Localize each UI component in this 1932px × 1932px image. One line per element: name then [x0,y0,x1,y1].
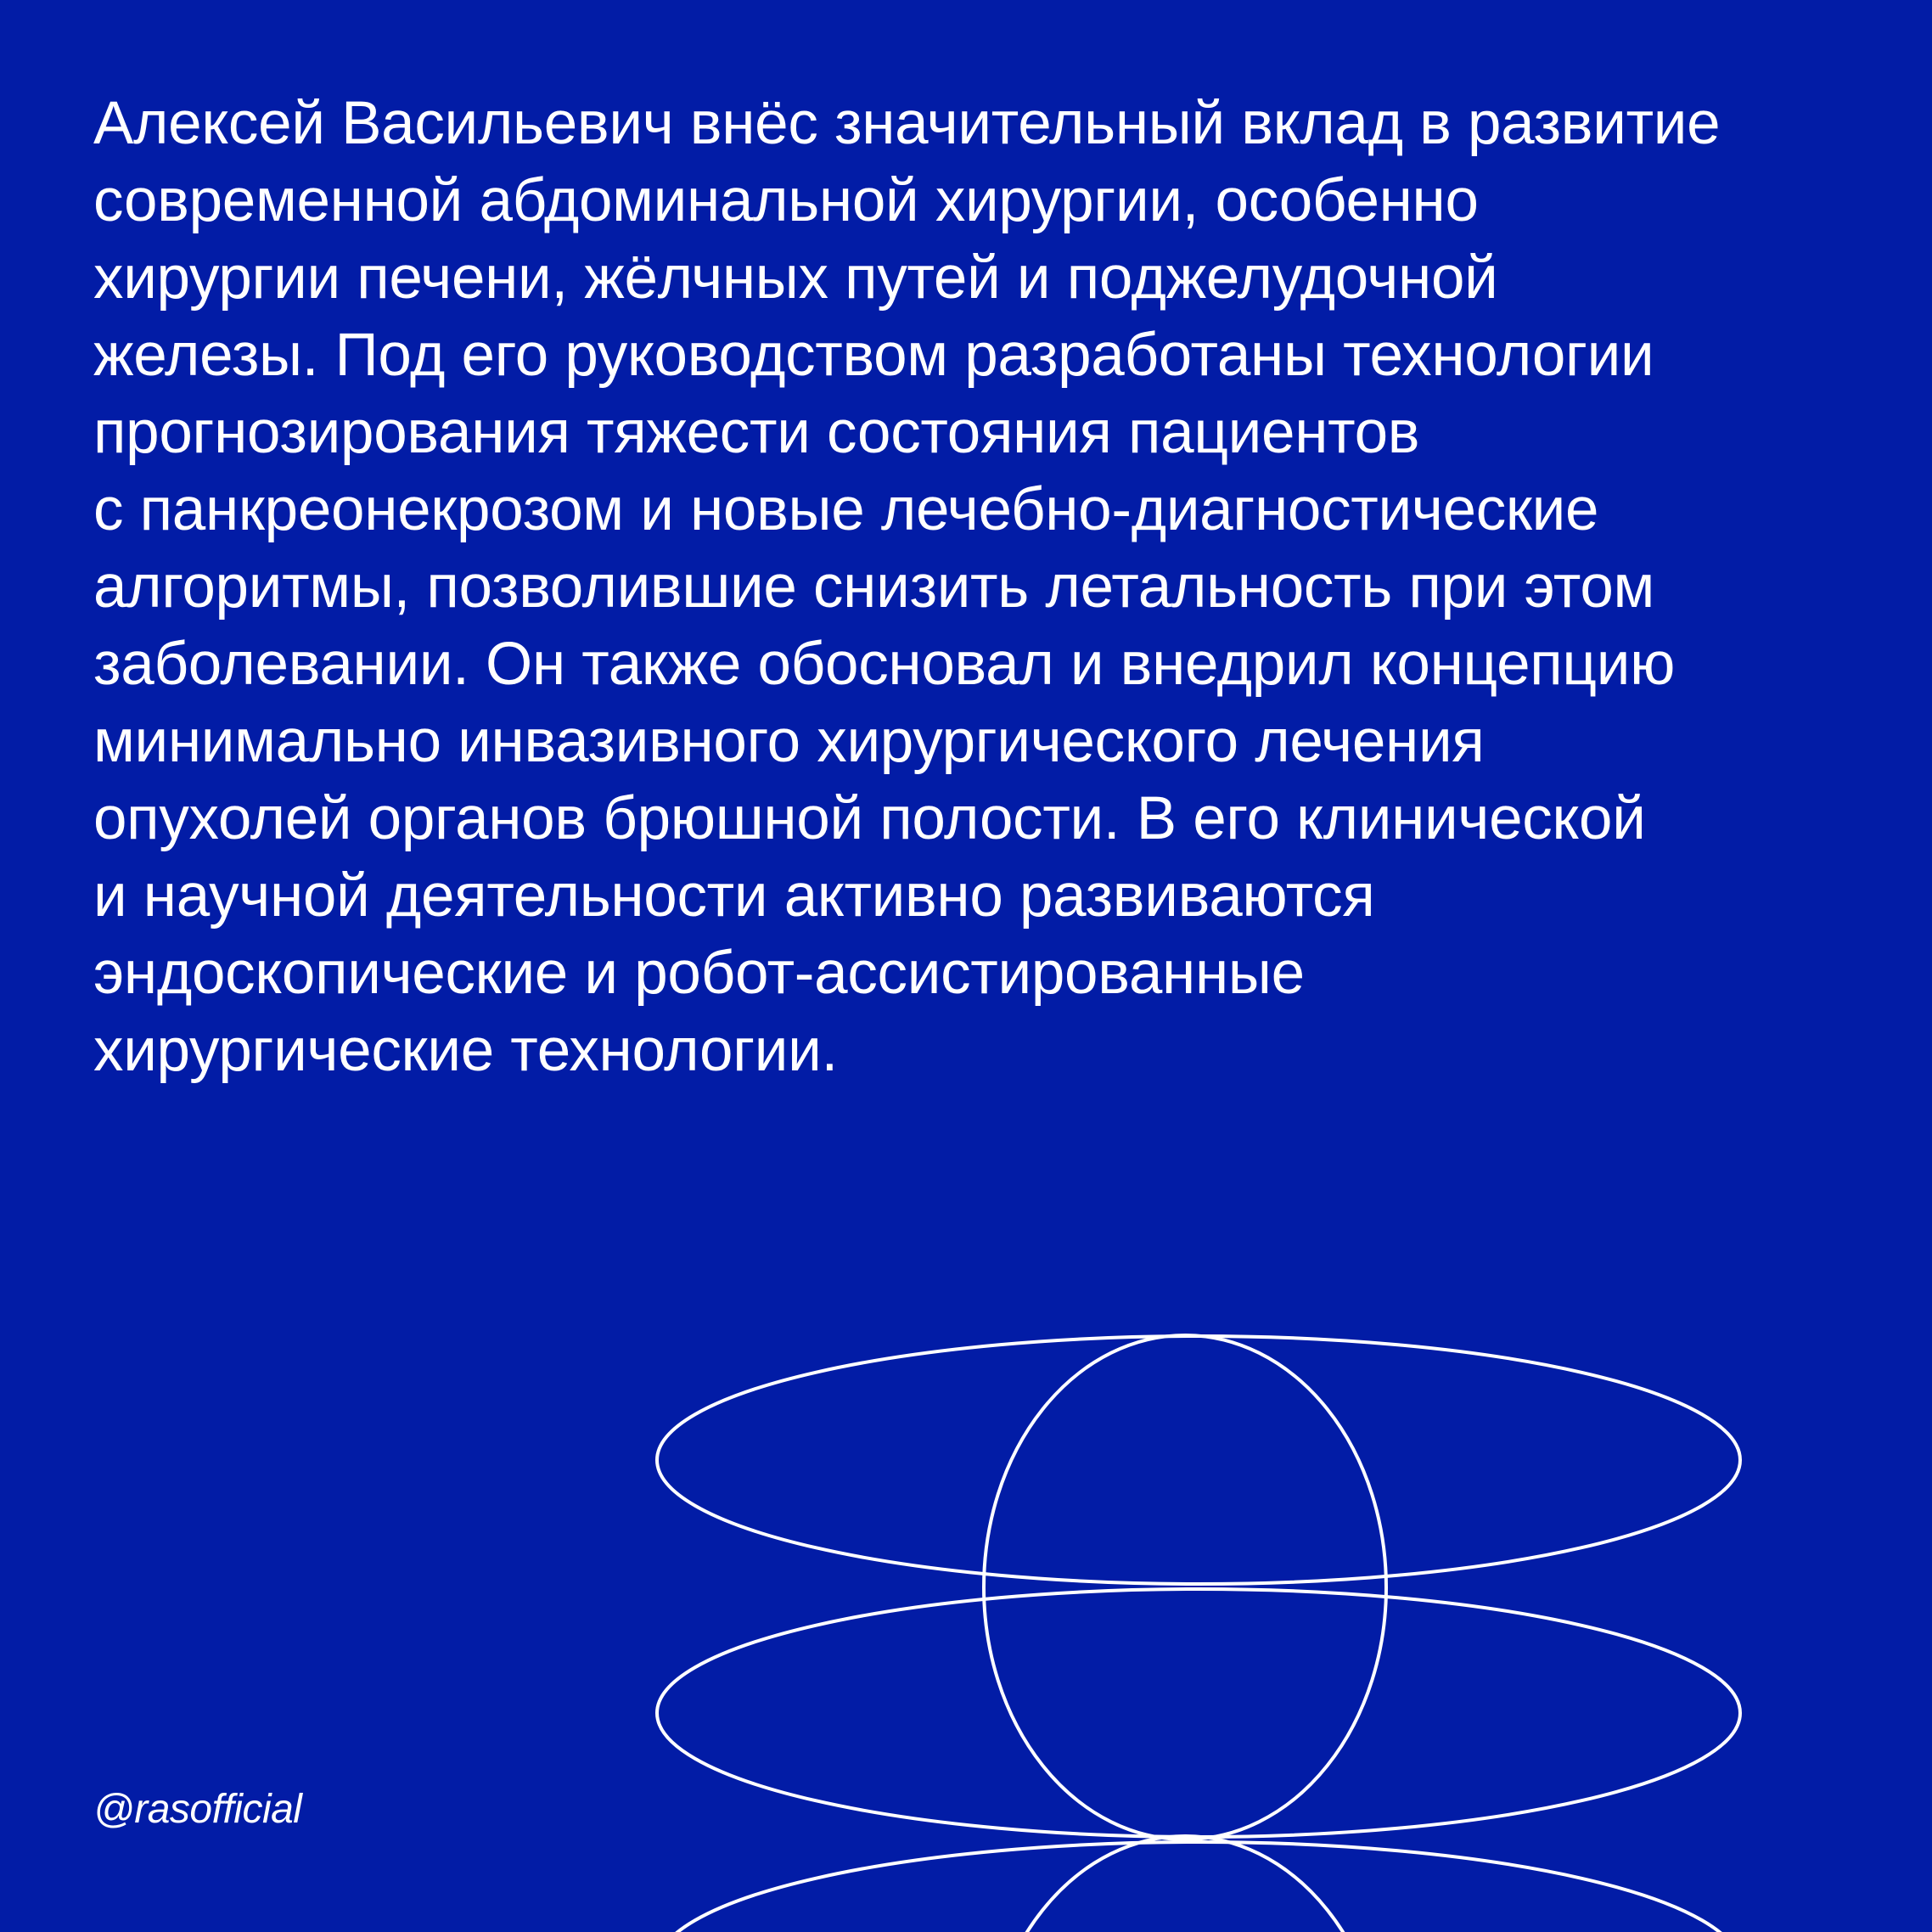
paragraph-line: железы. Под его руководством разработаны технологии [93,322,1654,389]
paragraph-line: хирургии печени, жёлчных путей и поджелудочной [93,244,1498,312]
ornament-ellipse-top [657,1336,1740,1584]
ornament-ellipse-bottom [657,1842,1740,1932]
paragraph-line: прогнозирования тяжести состояния пациентов [93,399,1420,466]
ornament-circle-lower [984,1836,1386,1932]
ornament-circle-upper [984,1335,1386,1839]
paragraph-line: современной абдоминальной хирургии, особенно [93,167,1479,234]
paragraph-line: опухолей органов брюшной полости. В его клинической [93,785,1646,852]
paragraph-line: Алексей Васильевич внёс значительный вклад в развитие [93,90,1721,157]
paragraph-line: и научной деятельности активно развиваются [93,862,1375,929]
paragraph-line: заболевании. Он также обосновал и внедрил концепцию [93,631,1676,698]
paragraph-line: хирургические технологии. [93,1017,838,1084]
paragraph-line: алгоритмы, позволившие снизить летальность при этом [93,553,1655,621]
paragraph-line: эндоскопические и робот-ассистированные [93,940,1305,1007]
ornament-ellipse-middle [657,1589,1740,1837]
social-handle: @rasofficial [93,1787,302,1832]
paragraph-line: с панкреонекрозом и новые лечебно-диагностические [93,476,1599,543]
paragraph-line: минимально инвазивного хирургического лечения [93,708,1485,775]
